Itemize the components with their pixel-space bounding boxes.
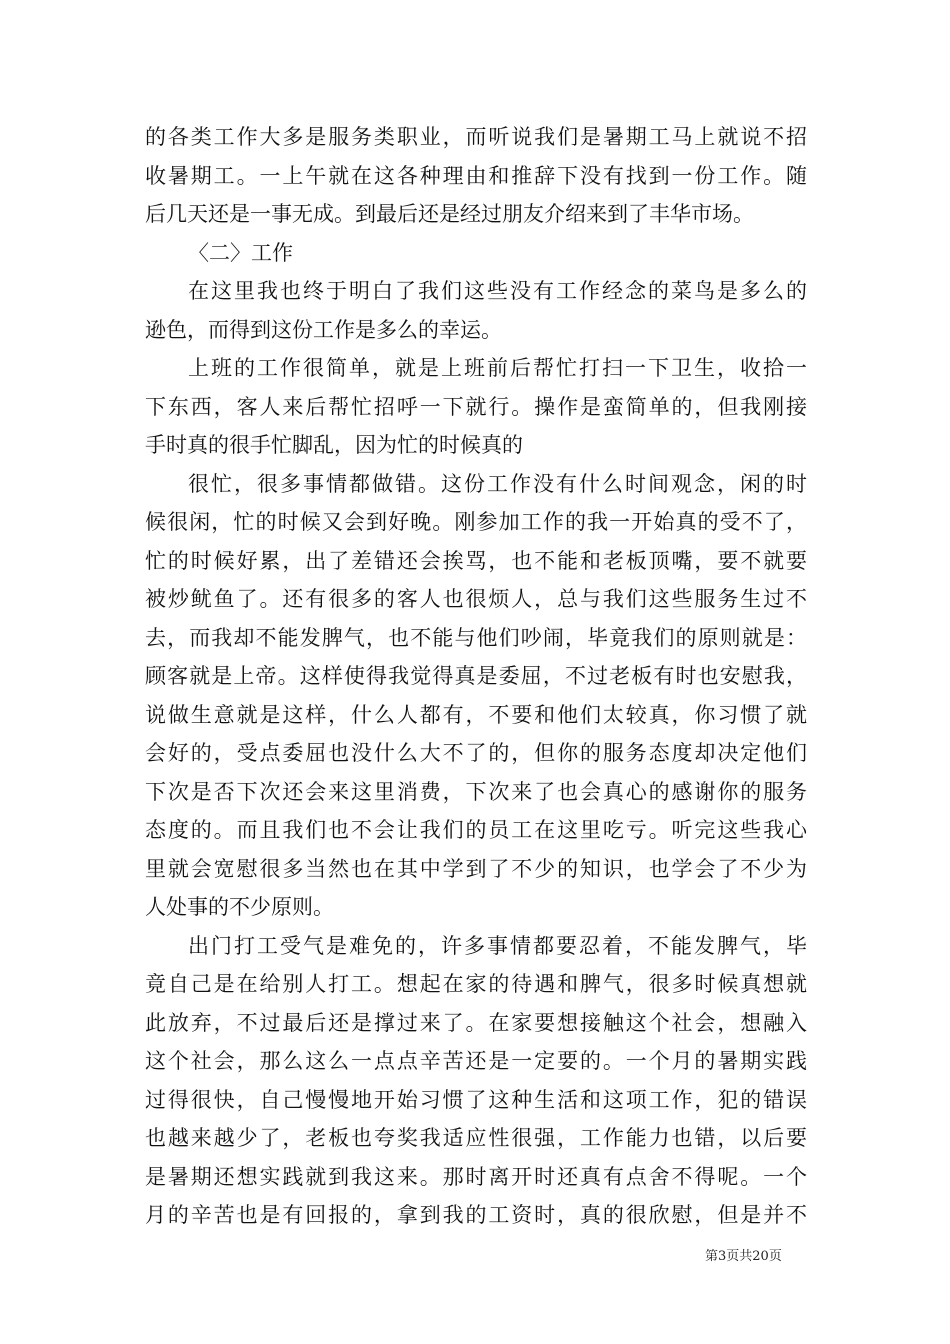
text-line: 竟自己是在给别人打工。想起在家的待遇和脾气，很多时候真想就 <box>145 972 807 996</box>
text-line: 逊色，而得到这份工作是多么的幸运。 <box>145 317 502 342</box>
text-line: 的各类工作大多是服务类职业，而听说我们是暑期工马上就说不招 <box>145 125 807 149</box>
text-line: 是暑期还想实践就到我这来。那时离开时还真有点舍不得呢。一个 <box>145 1164 807 1189</box>
text-line: 候很闲，忙的时候又会到好晚。刚参加工作的我一开始真的受不了， <box>145 510 807 534</box>
text-line: 顾客就是上帝。这样使得我觉得真是委屈，不过老板有时也安慰我， <box>145 664 807 688</box>
text-line: 手时真的很手忙脚乱，因为忙的时候真的 <box>145 433 523 457</box>
text-line: 被炒鱿鱼了。还有很多的客人也很烦人，总与我们这些服务生过不 <box>145 587 807 611</box>
text-line: 收暑期工。一上午就在这各种理由和推辞下没有找到一份工作。随 <box>145 163 807 188</box>
text-line: 很忙，很多事情都做错。这份工作没有什么时间观念，闲的时 <box>188 471 807 496</box>
text-line: 忙的时候好累，出了差错还会挨骂，也不能和老板顶嘴，要不就要 <box>145 548 807 573</box>
page-number: 第3页共20页 <box>705 1249 782 1264</box>
text-line: 此放弃，不过最后还是撑过来了。在家要想接触这个社会，想融入 <box>145 1010 807 1035</box>
text-line: 下东西，客人来后帮忙招呼一下就行。操作是蛮简单的，但我刚接 <box>145 394 807 419</box>
text-line: 说做生意就是这样，什么人都有，不要和他们太较真，你习惯了就 <box>145 702 807 727</box>
text-line: 下次是否下次还会来这里消费，下次来了也会真心的感谢你的服务 <box>145 779 807 804</box>
text-line: 出门打工受气是难免的，许多事情都要忍着，不能发脾气，毕 <box>188 933 807 958</box>
text-line: 后几天还是一事无成。到最后还是经过朋友介绍来到了丰华市场。 <box>145 202 754 226</box>
text-line: 过得很快，自己慢慢地开始习惯了这种生活和这项工作，犯的错误 <box>145 1087 807 1112</box>
text-line: 去，而我却不能发脾气，也不能与他们吵闹，毕竟我们的原则就是： <box>145 625 807 650</box>
text-line: 在这里我也终于明白了我们这些没有工作经念的菜鸟是多么的 <box>188 279 807 303</box>
text-line: 态度的。而且我们也不会让我们的员工在这里吃亏。听完这些我心 <box>145 818 807 842</box>
document-body <box>145 118 807 1235</box>
section-heading: 〈二〉工作 <box>188 240 293 265</box>
text-line: 里就会宽慰很多当然也在其中学到了不少的知识，也学会了不少为 <box>145 856 807 881</box>
text-line: 人处事的不少原则。 <box>145 895 334 919</box>
text-line: 上班的工作很简单，就是上班前后帮忙打扫一下卫生，收拾一 <box>188 356 807 380</box>
text-line: 会好的，受点委屈也没什么大不了的，但你的服务态度却决定他们 <box>145 741 807 765</box>
text-line: 月的辛苦也是有回报的，拿到我的工资时，真的很欣慰，但是并不 <box>145 1203 807 1227</box>
text-line: 这个社会，那么这么一点点辛苦还是一定要的。一个月的暑期实践 <box>145 1049 807 1073</box>
text-line: 也越来越少了，老板也夸奖我适应性很强，工作能力也错，以后要 <box>145 1126 807 1150</box>
